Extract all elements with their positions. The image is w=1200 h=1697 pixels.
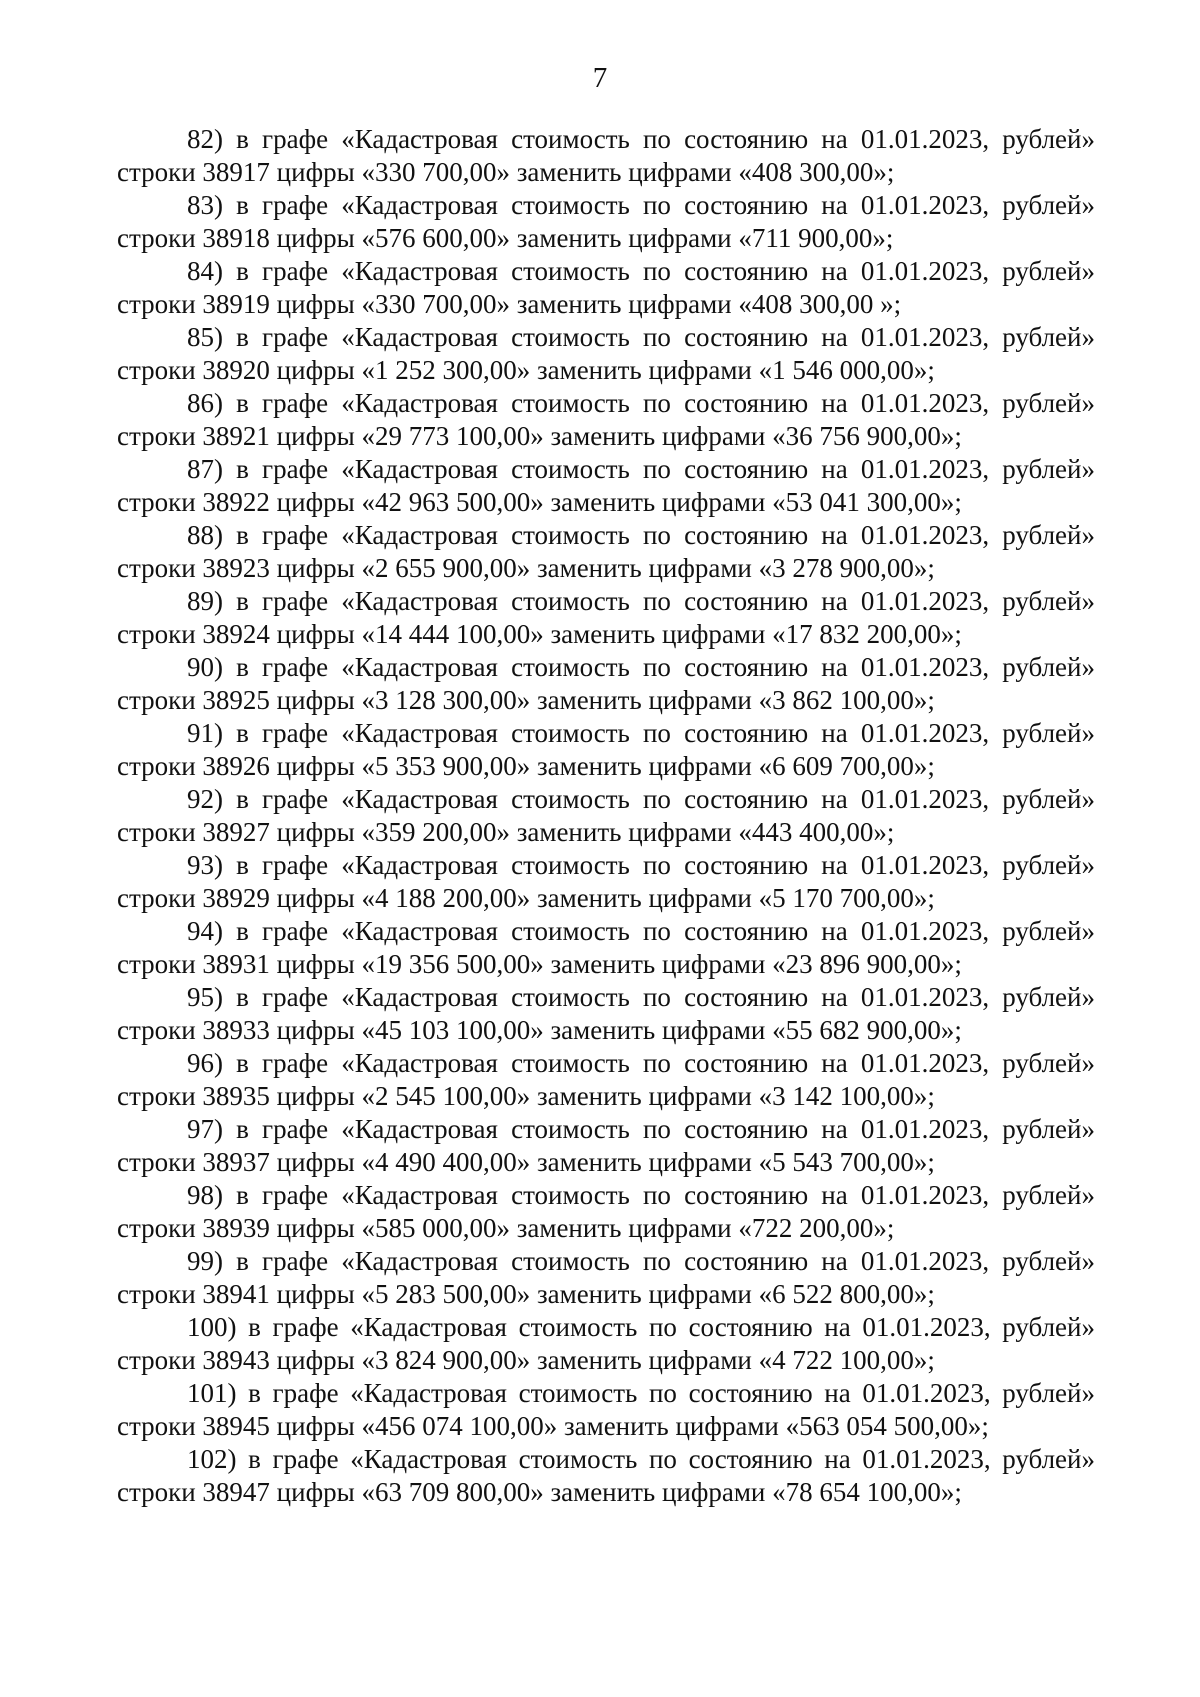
amendment-item: 88) в графе «Кадастровая стоимость по состоянию на 01.01.2023, рублей» строки 38923 цифры «2 655 900,00» заменить цифрами «3 278 900,00»; <box>117 520 1095 583</box>
amendment-item: 95) в графе «Кадастровая стоимость по состоянию на 01.01.2023, рублей» строки 38933 цифры «45 103 100,00» заменить цифрами «55 682 900,00»; <box>117 982 1095 1045</box>
amendment-item: 98) в графе «Кадастровая стоимость по состоянию на 01.01.2023, рублей» строки 38939 цифры «585 000,00» заменить цифрами «722 200,00»; <box>117 1180 1095 1243</box>
amendment-item: 85) в графе «Кадастровая стоимость по состоянию на 01.01.2023, рублей» строки 38920 цифры «1 252 300,00» заменить цифрами «1 546 000,00»; <box>117 322 1095 385</box>
amendment-item: 99) в графе «Кадастровая стоимость по состоянию на 01.01.2023, рублей» строки 38941 цифры «5 283 500,00» заменить цифрами «6 522 800,00»; <box>117 1246 1095 1309</box>
amendment-item: 93) в графе «Кадастровая стоимость по состоянию на 01.01.2023, рублей» строки 38929 цифры «4 188 200,00» заменить цифрами «5 170 700,00»; <box>117 850 1095 913</box>
amendment-item: 87) в графе «Кадастровая стоимость по состоянию на 01.01.2023, рублей» строки 38922 цифры «42 963 500,00» заменить цифрами «53 041 300,00»; <box>117 454 1095 517</box>
amendment-item: 91) в графе «Кадастровая стоимость по состоянию на 01.01.2023, рублей» строки 38926 цифры «5 353 900,00» заменить цифрами «6 609 700,00»; <box>117 718 1095 781</box>
amendment-item: 90) в графе «Кадастровая стоимость по состоянию на 01.01.2023, рублей» строки 38925 цифры «3 128 300,00» заменить цифрами «3 862 100,00»; <box>117 652 1095 715</box>
amendment-item: 102) в графе «Кадастровая стоимость по состоянию на 01.01.2023, рублей» строки 38947 цифры «63 709 800,00» заменить цифрами «78 654 100,00»; <box>117 1444 1095 1507</box>
page-number: 7 <box>592 62 608 94</box>
amendment-item: 101) в графе «Кадастровая стоимость по состоянию на 01.01.2023, рублей» строки 38945 цифры «456 074 100,00» заменить цифрами «563 054 500,00»; <box>117 1378 1095 1441</box>
amendment-item: 82) в графе «Кадастровая стоимость по состоянию на 01.01.2023, рублей» строки 38917 цифры «330 700,00» заменить цифрами «408 300,00»; <box>117 124 1095 187</box>
amendment-item: 96) в графе «Кадастровая стоимость по состоянию на 01.01.2023, рублей» строки 38935 цифры «2 545 100,00» заменить цифрами «3 142 100,00»; <box>117 1048 1095 1111</box>
amendment-item: 84) в графе «Кадастровая стоимость по состоянию на 01.01.2023, рублей» строки 38919 цифры «330 700,00» заменить цифрами «408 300,00 »; <box>117 256 1095 319</box>
amendment-item: 86) в графе «Кадастровая стоимость по состоянию на 01.01.2023, рублей» строки 38921 цифры «29 773 100,00» заменить цифрами «36 756 900,00»; <box>117 388 1095 451</box>
amendment-item: 83) в графе «Кадастровая стоимость по состоянию на 01.01.2023, рублей» строки 38918 цифры «576 600,00» заменить цифрами «711 900,00»; <box>117 190 1095 253</box>
amendment-item: 94) в графе «Кадастровая стоимость по состоянию на 01.01.2023, рублей» строки 38931 цифры «19 356 500,00» заменить цифрами «23 896 900,00»; <box>117 916 1095 979</box>
amendment-item: 97) в графе «Кадастровая стоимость по состоянию на 01.01.2023, рублей» строки 38937 цифры «4 490 400,00» заменить цифрами «5 543 700,00»; <box>117 1114 1095 1177</box>
amendment-item: 92) в графе «Кадастровая стоимость по состоянию на 01.01.2023, рублей» строки 38927 цифры «359 200,00» заменить цифрами «443 400,00»; <box>117 784 1095 847</box>
amendment-item: 89) в графе «Кадастровая стоимость по состоянию на 01.01.2023, рублей» строки 38924 цифры «14 444 100,00» заменить цифрами «17 832 200,00»; <box>117 586 1095 649</box>
amendment-list <box>117 123 1095 1509</box>
amendment-item: 100) в графе «Кадастровая стоимость по состоянию на 01.01.2023, рублей» строки 38943 цифры «3 824 900,00» заменить цифрами «4 722 100,00»; <box>117 1312 1095 1375</box>
